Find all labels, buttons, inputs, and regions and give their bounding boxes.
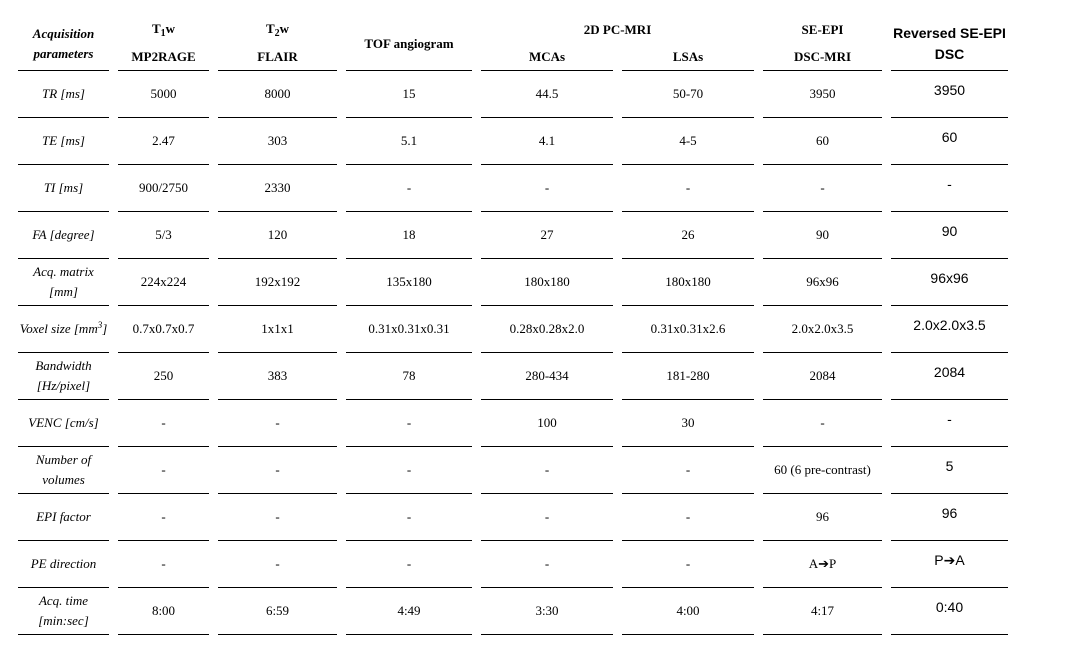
row-label: VENC [cm/s] (18, 400, 109, 447)
table-cell: - (346, 447, 472, 494)
table-cell: - (218, 447, 337, 494)
table-cell: - (218, 494, 337, 541)
table-cell: 135x180 (346, 259, 472, 306)
table-cell: 0:40 (891, 588, 1008, 635)
table-cell: - (118, 494, 209, 541)
table-cell: 4:17 (763, 588, 882, 635)
header-row-top (18, 17, 1008, 43)
table-cell: 5/3 (118, 212, 209, 259)
row-label: Bandwidth [Hz/pixel] (18, 353, 109, 400)
table-cell: 4:00 (622, 588, 754, 635)
table-cell: 2084 (763, 353, 882, 400)
table-cell: 18 (346, 212, 472, 259)
table-cell: - (481, 494, 613, 541)
table-cell: 250 (118, 353, 209, 400)
table-row (18, 353, 1008, 400)
table-cell: - (346, 494, 472, 541)
table-row (18, 306, 1008, 353)
header-acquisition-parameters: Acquisition parameters (18, 17, 109, 71)
row-label: Voxel size $[mm^3]$ (18, 306, 109, 353)
table-cell: 224x224 (118, 259, 209, 306)
table-cell: - (218, 541, 337, 588)
table-cell: 44.5 (481, 71, 613, 118)
table-cell: 96x96 (763, 259, 882, 306)
table-row (18, 259, 1008, 306)
table-cell: 96 (763, 494, 882, 541)
table-cell: - (763, 165, 882, 212)
header-lsas: LSAs (622, 43, 754, 71)
table-cell: - (118, 400, 209, 447)
header-2d-pc-mri: 2D PC-MRI (583, 22, 652, 37)
acquisition-parameters-table (9, 17, 1017, 635)
table-cell: 0.31x0.31x2.6 (622, 306, 754, 353)
table-cell: 3:30 (481, 588, 613, 635)
table-cell: 4.1 (481, 118, 613, 165)
table-cell: 15 (346, 71, 472, 118)
table-cell: 50-70 (622, 71, 754, 118)
table-cell: - (346, 541, 472, 588)
table-row (18, 541, 1008, 588)
table-cell: 0.28x0.28x2.0 (481, 306, 613, 353)
table-cell: - (346, 165, 472, 212)
table-cell: 180x180 (622, 259, 754, 306)
table-row (18, 71, 1008, 118)
table-cell: - (481, 165, 613, 212)
table-cell: 96x96 (891, 259, 1008, 306)
table-cell: 383 (218, 353, 337, 400)
table-cell: 8:00 (118, 588, 209, 635)
table-cell: 100 (481, 400, 613, 447)
table-cell: - (346, 400, 472, 447)
table-cell: 5000 (118, 71, 209, 118)
table-cell: 3950 (763, 71, 882, 118)
table-cell: 900/2750 (118, 165, 209, 212)
table-cell: 120 (218, 212, 337, 259)
header-dsc-mri: DSC-MRI (763, 43, 882, 71)
table-cell: A➔P (763, 541, 882, 588)
header-mp2rage: MP2RAGE (118, 43, 209, 71)
row-label: Acq. matrix [mm] (18, 259, 109, 306)
table-row (18, 118, 1008, 165)
table-row (18, 494, 1008, 541)
table-cell: 192x192 (218, 259, 337, 306)
row-label: EPI factor (18, 494, 109, 541)
table-cell: 30 (622, 400, 754, 447)
table-cell: 4-5 (622, 118, 754, 165)
table-cell: 5.1 (346, 118, 472, 165)
table-cell: P➔A (891, 541, 1008, 588)
row-label: Number of volumes (18, 447, 109, 494)
table-cell: 0.31x0.31x0.31 (346, 306, 472, 353)
table-cell: - (481, 447, 613, 494)
table-cell: 90 (891, 212, 1008, 259)
table-cell: 5 (891, 447, 1008, 494)
table-cell: 1x1x1 (218, 306, 337, 353)
table-cell: - (481, 541, 613, 588)
header-flair: FLAIR (218, 43, 337, 71)
row-label: FA [degree] (18, 212, 109, 259)
table-cell: - (622, 165, 754, 212)
row-label: Acq. time [min:sec] (18, 588, 109, 635)
header-t2w: $T_2w$ (265, 21, 290, 39)
table-cell: - (891, 165, 1008, 212)
table-row (18, 588, 1008, 635)
table-cell: 2.0x2.0x3.5 (763, 306, 882, 353)
table-cell: - (622, 494, 754, 541)
table-cell: 2330 (218, 165, 337, 212)
header-se-epi: SE-EPI (801, 22, 844, 37)
row-label: TE [ms] (18, 118, 109, 165)
table-cell: - (622, 541, 754, 588)
table-cell: 280-434 (481, 353, 613, 400)
header-reversed-se-epi-dsc: Reversed SE-EPI DSC (891, 17, 1008, 71)
table-cell: - (118, 541, 209, 588)
table-cell: 90 (763, 212, 882, 259)
row-label: PE direction (18, 541, 109, 588)
table-cell: 96 (891, 494, 1008, 541)
table-cell: 78 (346, 353, 472, 400)
table-cell: 4:49 (346, 588, 472, 635)
table-cell: - (763, 400, 882, 447)
table-cell: - (622, 447, 754, 494)
table-cell: - (118, 447, 209, 494)
table-cell: 180x180 (481, 259, 613, 306)
table-row (18, 447, 1008, 494)
row-label: TR [ms] (18, 71, 109, 118)
table-cell: 60 (6 pre-contrast) (763, 447, 882, 494)
table-cell: - (218, 400, 337, 447)
header-mcas: MCAs (481, 43, 613, 71)
table-cell: 2084 (891, 353, 1008, 400)
header-tof-angiogram: TOF angiogram (346, 17, 472, 71)
table-cell: 60 (763, 118, 882, 165)
table-row (18, 165, 1008, 212)
table-cell: 181-280 (622, 353, 754, 400)
table-cell: 3950 (891, 71, 1008, 118)
table-cell: 6:59 (218, 588, 337, 635)
header-row-bottom (18, 43, 1008, 71)
table-cell: 26 (622, 212, 754, 259)
table-cell: 2.0x2.0x3.5 (891, 306, 1008, 353)
row-label: TI [ms] (18, 165, 109, 212)
table-cell: 60 (891, 118, 1008, 165)
table-cell: - (891, 400, 1008, 447)
table-cell: 0.7x0.7x0.7 (118, 306, 209, 353)
table-cell: 303 (218, 118, 337, 165)
table-cell: 2.47 (118, 118, 209, 165)
header-t1w: $T_1w$ (151, 21, 176, 39)
table-row (18, 400, 1008, 447)
table-row (18, 212, 1008, 259)
table-cell: 27 (481, 212, 613, 259)
table-cell: 8000 (218, 71, 337, 118)
